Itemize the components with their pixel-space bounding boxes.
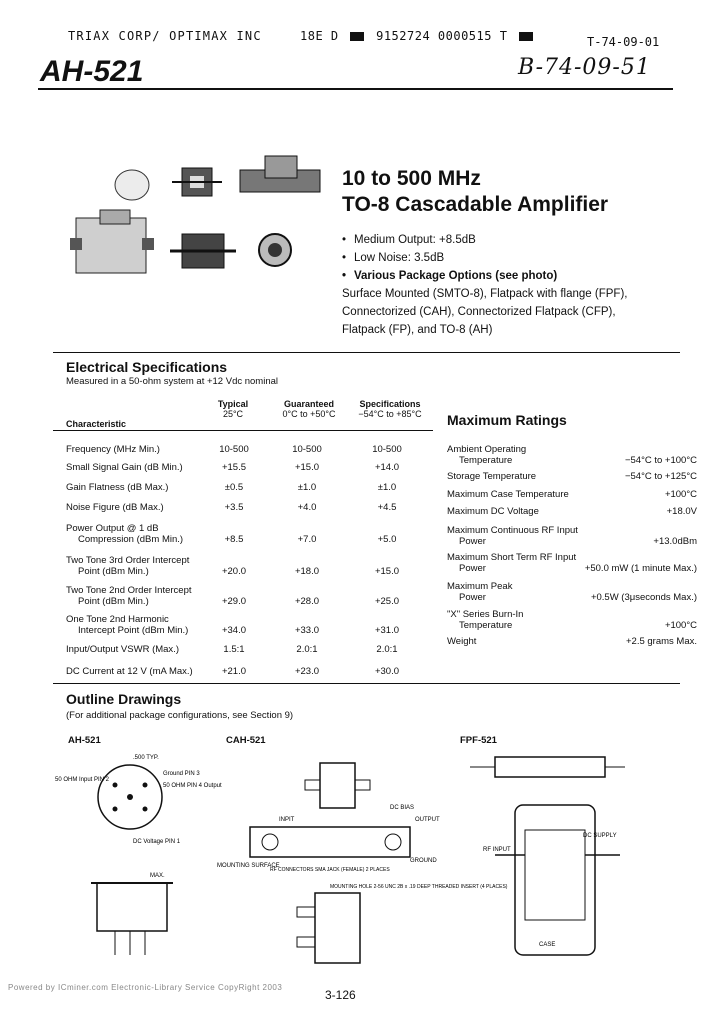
redaction-block: [350, 32, 364, 41]
electrical-value-spec: +15.0: [374, 566, 400, 577]
fpf-dcsupply-label: DC SUPPLY: [583, 833, 617, 839]
watermark: Powered by ICminer.com Electronic-Library Service CopyRight 2003: [8, 983, 283, 992]
cah-dcbias-label: DC BIAS: [390, 805, 415, 811]
reference-number: T-74-09-01: [587, 35, 660, 49]
cah-rf-label: RF CONNECTORS SMA JACK (FEMALE) 2 PLACES: [270, 867, 390, 873]
ah-typ-label: .500 TYP.: [133, 755, 159, 761]
electrical-value-typ: 1.5:1: [223, 644, 245, 655]
electrical-value-typ: +3.5: [224, 502, 244, 513]
max-rating-row: Storage Temperature −54°C to +125°C: [447, 471, 697, 482]
package-text: Flatpack (FP), and TO-8 (AH): [342, 324, 493, 336]
electrical-value-guar: ±1.0: [297, 482, 317, 493]
code-prefix: 18E D: [300, 29, 339, 43]
electrical-value-spec: 10-500: [372, 444, 402, 455]
electrical-row-label: Two Tone 2nd Order Intercept Point (dBm Min.): [66, 585, 192, 607]
table-rule: [53, 430, 433, 431]
col-specifications: Specifications −54°C to +85°C: [358, 399, 422, 419]
ah-dc-label: DC Voltage PIN 1: [133, 839, 181, 845]
electrical-row-label: Frequency (MHz Min.): [66, 444, 160, 455]
feature-item: • Low Noise: 3.5dB: [342, 252, 445, 264]
outline-title: Outline Drawings: [66, 691, 182, 707]
char-header: Characteristic: [66, 419, 127, 429]
company-name: TRIAX CORP/ OPTIMAX INC: [68, 29, 262, 43]
electrical-value-typ: +21.0: [221, 666, 247, 677]
electrical-value-guar: +7.0: [297, 534, 317, 545]
drawing-label-ah: AH-521: [68, 735, 101, 746]
electrical-subtitle: Measured in a 50-ohm system at +12 Vdc nominal: [66, 376, 279, 387]
ah-max-label: MAX.: [150, 873, 165, 879]
model-title: AH-521: [40, 55, 144, 88]
header-rule: [38, 88, 673, 90]
product-title: [342, 166, 608, 218]
electrical-value-guar: +4.0: [297, 502, 317, 513]
electrical-row-label: Noise Figure (dB Max.): [66, 502, 164, 513]
cah-surface-label: MOUNTING SURFACE: [217, 863, 280, 869]
feature-list: [342, 231, 672, 339]
max-rating-row: "X" Series Burn-In Temperature +100°C: [447, 609, 697, 631]
feature-item: • Medium Output: +8.5dB: [342, 234, 476, 246]
handwritten-note: B-74-09-51: [518, 55, 651, 80]
electrical-value-spec: +25.0: [374, 596, 400, 607]
max-rating-row: Maximum Case Temperature +100°C: [447, 489, 697, 500]
electrical-row-label: Power Output @ 1 dB Compression (dBm Min.): [66, 523, 184, 545]
electrical-value-guar: +15.0: [294, 462, 320, 473]
electrical-value-spec: +31.0: [374, 625, 400, 636]
electrical-value-typ: ±0.5: [224, 482, 244, 493]
electrical-value-spec: +14.0: [374, 462, 400, 473]
electrical-row-label: Small Signal Gain (dB Min.): [66, 462, 183, 473]
max-rating-row: Maximum DC Voltage +18.0V: [447, 506, 697, 517]
feature-item: • Various Package Options (see photo): [342, 270, 558, 282]
electrical-value-guar: +18.0: [294, 566, 320, 577]
max-rating-row: Maximum Peak Power +0.5W (3μseconds Max.): [447, 581, 697, 603]
electrical-value-typ: +34.0: [221, 625, 247, 636]
section-rule: [53, 683, 680, 684]
max-rating-row: Maximum Continuous RF Input Power +13.0dBm: [447, 525, 697, 547]
electrical-row-label: Gain Flatness (dB Max.): [66, 482, 169, 493]
electrical-value-spec: +4.5: [377, 502, 397, 513]
electrical-value-typ: +8.5: [224, 534, 244, 545]
document-code: [300, 29, 537, 43]
electrical-row-label: DC Current at 12 V (mA Max.): [66, 666, 193, 677]
fpf-case-label: CASE: [539, 942, 556, 948]
drawing-label-fpf: FPF-521: [460, 735, 497, 746]
package-text: Surface Mounted (SMTO-8), Flatpack with flange (FPF),: [342, 288, 628, 300]
electrical-value-guar: +23.0: [294, 666, 320, 677]
electrical-value-spec: +5.0: [377, 534, 397, 545]
cah-inpit-label: INPIT: [279, 817, 295, 823]
ah-ground-label: Ground PIN 3: [163, 771, 200, 777]
electrical-value-guar: +33.0: [294, 625, 320, 636]
electrical-value-spec: 2.0:1: [376, 644, 398, 655]
electrical-value-typ: +29.0: [221, 596, 247, 607]
electrical-value-guar: +28.0: [294, 596, 320, 607]
fpf-rfin-label: RF INPUT: [483, 847, 511, 853]
drawing-label-cah: CAH-521: [226, 735, 266, 746]
electrical-value-spec: ±1.0: [377, 482, 397, 493]
col-guaranteed: Guaranteed 0°C to +50°C: [282, 399, 336, 419]
page-number: 3-126: [325, 988, 356, 1002]
electrical-row-label: Input/Output VSWR (Max.): [66, 644, 179, 655]
redaction-block: [519, 32, 533, 41]
max-ratings-title: Maximum Ratings: [447, 412, 567, 428]
electrical-value-typ: +15.5: [221, 462, 247, 473]
ah-output-label: 50 OHM PIN 4 Output: [163, 783, 222, 789]
col-typical: Typical 25°C: [217, 399, 249, 419]
max-rating-row: Maximum Short Term RF Input Power +50.0 mW (1 minute Max.): [447, 552, 697, 574]
cah-output-label: OUTPUT: [415, 817, 440, 823]
electrical-title: Electrical Specifications: [66, 359, 228, 375]
electrical-value-typ: 10-500: [219, 444, 249, 455]
max-rating-row: Weight +2.5 grams Max.: [447, 636, 697, 647]
cah-ground-label: GROUND: [410, 858, 437, 864]
cah-mounting-label: MOUNTING HOLE 2-56 UNC 2B x .19 DEEP THREADED INSERT (4 PLACES): [330, 884, 508, 890]
outline-subtitle: (For additional package configurations, see Section 9): [66, 710, 294, 721]
electrical-value-guar: 2.0:1: [296, 644, 318, 655]
electrical-value-typ: +20.0: [221, 566, 247, 577]
package-text: Connectorized (CAH), Connectorized Flatpack (CFP),: [342, 306, 616, 318]
section-rule: [53, 352, 680, 353]
title-line-1: 10 to 500 MHz: [342, 167, 481, 190]
electrical-row-label: One Tone 2nd Harmonic Intercept Point (dBm Min.): [66, 614, 189, 636]
electrical-value-spec: +30.0: [374, 666, 400, 677]
doc-number: 9152724 0000515 T: [376, 29, 508, 43]
title-line-2: TO-8 Cascadable Amplifier: [342, 193, 609, 216]
electrical-value-guar: 10-500: [292, 444, 322, 455]
electrical-row-label: Two Tone 3rd Order Intercept Point (dBm Min.): [66, 555, 190, 577]
max-rating-row: Ambient Operating Temperature −54°C to +100°C: [447, 444, 697, 466]
ah-input-label: 50 OHM Input PIN 2: [55, 777, 110, 783]
